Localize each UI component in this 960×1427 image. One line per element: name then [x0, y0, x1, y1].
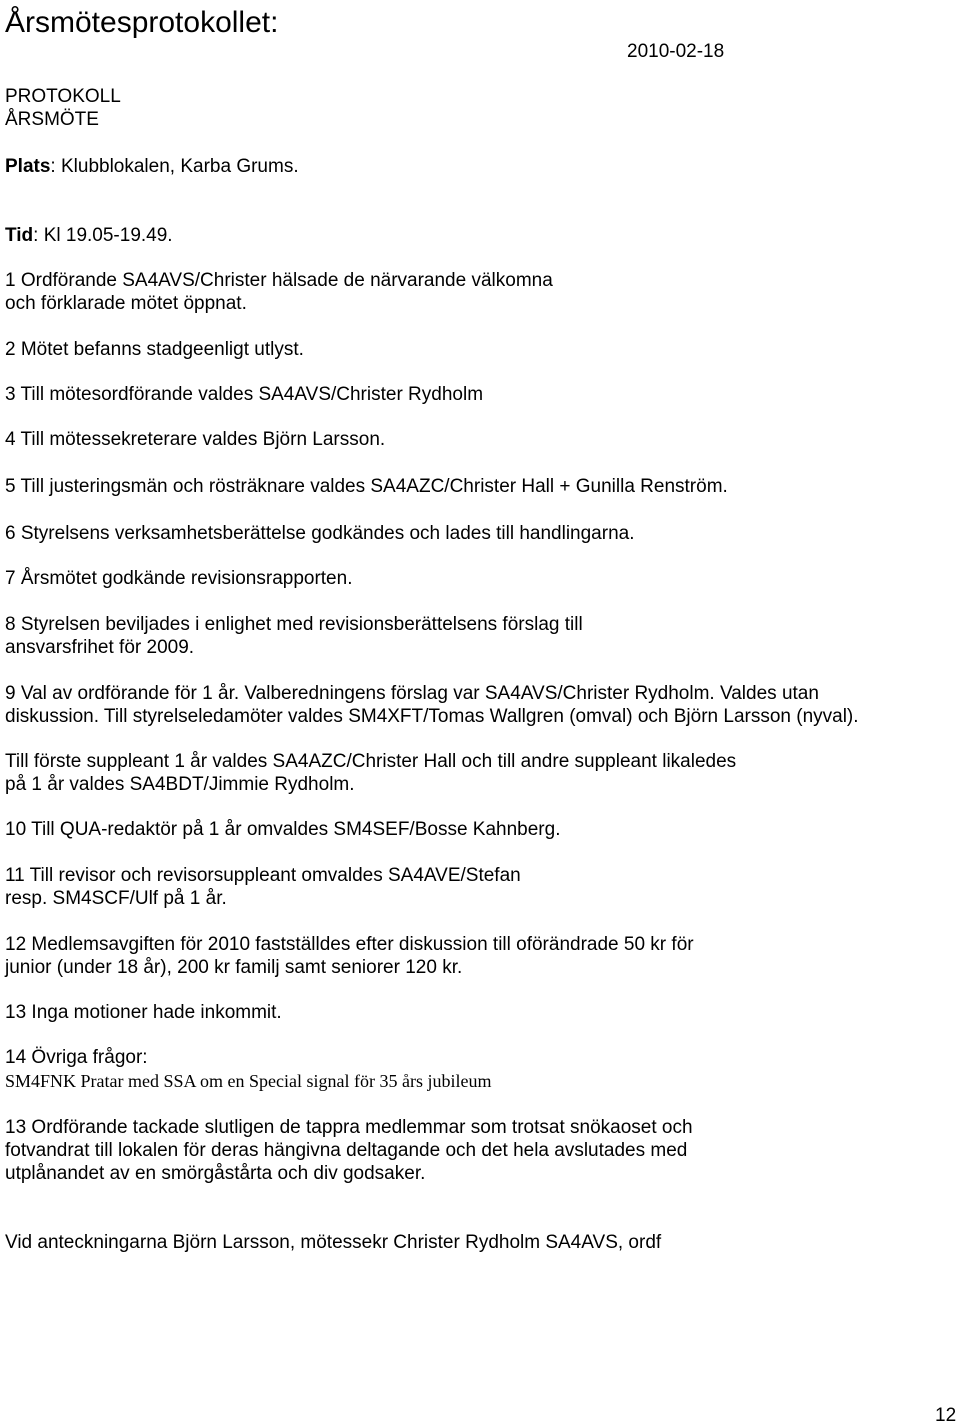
- document-title: Årsmötesprotokollet:: [5, 6, 279, 39]
- item-2: 2 Mötet befanns stadgeenligt utlyst.: [5, 339, 304, 360]
- item-11-line-1: 11 Till revisor och revisorsuppleant omvaldes SA4AVE/Stefan: [5, 865, 521, 886]
- plats-label: Plats: [5, 156, 51, 177]
- item-9-line-3: Till förste suppleant 1 år valdes SA4AZC/Christer Hall och till andre suppleant likaledes: [5, 751, 737, 772]
- item-14: 14 Övriga frågor:: [5, 1047, 148, 1068]
- document-date: 2010-02-18: [627, 41, 725, 62]
- page-number: 12: [935, 1405, 957, 1426]
- tid-value: : Kl 19.05-19.49.: [33, 225, 173, 246]
- plats-value: : Klubblokalen, Karba Grums.: [50, 156, 299, 177]
- closing-line-2: fotvandrat till lokalen för deras hängivna deltagande och det hela avslutades med: [5, 1140, 688, 1161]
- item-13: 13 Inga motioner hade inkommit.: [5, 1002, 282, 1023]
- item-1-line-1: 1 Ordförande SA4AVS/Christer hälsade de närvarande välkomna: [5, 270, 553, 291]
- item-11-line-2: resp. SM4SCF/Ulf på 1 år.: [5, 888, 227, 909]
- header-line-protokoll: PROTOKOLL: [5, 86, 121, 107]
- item-7: 7 Årsmötet godkände revisionsrapporten.: [5, 568, 353, 589]
- item-6: 6 Styrelsens verksamhetsberättelse godkändes och lades till handlingarna.: [5, 523, 635, 544]
- item-3: 3 Till mötesordförande valdes SA4AVS/Christer Rydholm: [5, 384, 484, 405]
- item-8-line-1: 8 Styrelsen beviljades i enlighet med revisionsberättelsens förslag till: [5, 614, 583, 635]
- item-9-line-4: på 1 år valdes SA4BDT/Jimmie Rydholm.: [5, 774, 355, 795]
- item-9-line-1: 9 Val av ordförande för 1 år. Valberedningens förslag var SA4AVS/Christer Rydholm. Valdes utan: [5, 683, 819, 704]
- item-1-line-2: och förklarade mötet öppnat.: [5, 293, 247, 314]
- item-5: 5 Till justeringsmän och rösträknare valdes SA4AZC/Christer Hall + Gunilla Renström.: [5, 476, 728, 497]
- closing-line-3: utplånandet av en smörgåstårta och div godsaker.: [5, 1163, 426, 1184]
- closing-line-1: 13 Ordförande tackade slutligen de tappra medlemmar som trotsat snökaoset och: [5, 1117, 693, 1138]
- item-14-note: SM4FNK Pratar med SSA om en Special signal för 35 års jubileum: [5, 1071, 492, 1091]
- item-10: 10 Till QUA-redaktör på 1 år omvaldes SM4SEF/Bosse Kahnberg.: [5, 819, 561, 840]
- signature-line: Vid anteckningarna Björn Larsson, mötessekr Christer Rydholm SA4AVS, ordf: [5, 1232, 662, 1253]
- tid-line: [5, 224, 173, 247]
- item-8-line-2: ansvarsfrihet för 2009.: [5, 637, 195, 658]
- tid-label: Tid: [5, 225, 34, 246]
- item-12-line-1: 12 Medlemsavgiften för 2010 fastställdes efter diskussion till oförändrade 50 kr för: [5, 934, 694, 955]
- item-12-line-2: junior (under 18 år), 200 kr familj samt seniorer 120 kr.: [5, 957, 463, 978]
- item-9-line-2: diskussion. Till styrelseledamöter valdes SM4XFT/Tomas Wallgren (omval) och Björn Larsson (nyval).: [5, 706, 859, 727]
- plats-line: [5, 155, 299, 178]
- header-line-arsmote: ÅRSMÖTE: [5, 109, 99, 130]
- item-4: 4 Till mötessekreterare valdes Björn Larsson.: [5, 429, 386, 450]
